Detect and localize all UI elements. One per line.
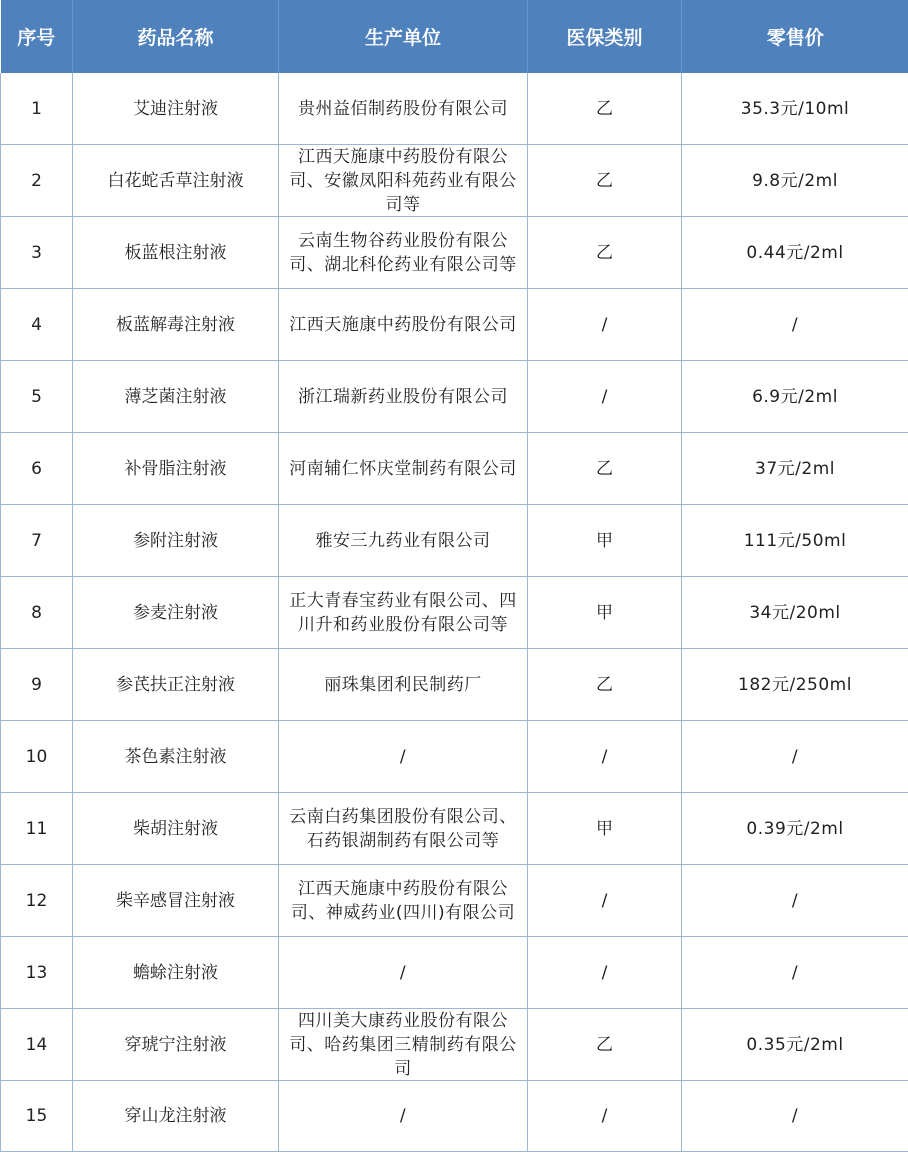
header-serial-number: 序号 <box>1 0 73 73</box>
cell-drug-name <box>73 1081 279 1152</box>
cell-insurance-category <box>528 217 682 289</box>
cell-serial-number-text: 3 <box>31 242 42 263</box>
cell-serial-number <box>1 361 73 433</box>
table-row <box>1 793 908 865</box>
table-body <box>1 73 908 1152</box>
cell-manufacturer <box>279 649 528 721</box>
table-row <box>1 577 908 649</box>
cell-manufacturer-text: 雅安三九药业有限公司 <box>315 530 491 551</box>
table-row <box>1 1009 908 1081</box>
cell-retail-price-text: / <box>791 746 799 767</box>
cell-drug-name <box>73 505 279 577</box>
cell-insurance-category <box>528 721 682 793</box>
cell-serial-number-text: 6 <box>31 458 42 479</box>
cell-manufacturer-text: 浙江瑞新药业股份有限公司 <box>298 386 508 407</box>
cell-manufacturer-text: 江西天施康中药股份有限公司、安徽凤阳科苑药业有限公司等 <box>289 147 517 215</box>
cell-serial-number-text: 11 <box>25 818 48 839</box>
cell-drug-name <box>73 1009 279 1081</box>
cell-insurance-category-text: / <box>601 746 608 767</box>
cell-serial-number-text: 15 <box>25 1106 48 1126</box>
cell-retail-price-text: / <box>791 962 799 983</box>
cell-insurance-category-text: / <box>601 386 608 407</box>
cell-serial-number-text: 12 <box>25 890 48 911</box>
cell-serial-number <box>1 865 73 937</box>
cell-retail-price <box>682 793 908 865</box>
cell-insurance-category <box>528 937 682 1009</box>
cell-drug-name-text: 柴胡注射液 <box>133 818 218 839</box>
cell-manufacturer-text: 江西天施康中药股份有限公司、神威药业(四川)有限公司 <box>290 878 516 923</box>
cell-retail-price-text: 111元/50ml <box>743 530 847 551</box>
cell-drug-name-text: 板蓝解毒注射液 <box>116 314 235 335</box>
cell-insurance-category-text: 乙 <box>596 242 613 263</box>
cell-manufacturer-text: 云南白药集团股份有限公司、石药银湖制药有限公司等 <box>289 806 517 851</box>
cell-retail-price-text: / <box>791 1106 799 1126</box>
cell-drug-name <box>73 649 279 721</box>
cell-drug-name <box>73 793 279 865</box>
cell-manufacturer <box>279 721 528 793</box>
cell-serial-number-text: 7 <box>31 530 42 551</box>
cell-manufacturer-text: 丽珠集团利民制药厂 <box>324 674 482 695</box>
cell-serial-number <box>1 1009 73 1081</box>
cell-manufacturer <box>279 865 528 937</box>
cell-serial-number-text: 9 <box>31 674 42 695</box>
cell-drug-name-text: 白花蛇舌草注射液 <box>107 170 244 191</box>
cell-drug-name-text: 穿山龙注射液 <box>124 1106 227 1126</box>
cell-drug-name-text: 板蓝根注射液 <box>124 242 227 263</box>
cell-serial-number <box>1 721 73 793</box>
cell-manufacturer <box>279 937 528 1009</box>
cell-retail-price-text: 35.3元/10ml <box>740 98 850 119</box>
cell-retail-price <box>682 73 908 145</box>
cell-drug-name <box>73 217 279 289</box>
cell-drug-name <box>73 865 279 937</box>
cell-insurance-category <box>528 361 682 433</box>
cell-insurance-category-text: / <box>601 890 608 911</box>
cell-manufacturer-text: 四川美大康药业股份有限公司、哈药集团三精制药有限公司 <box>289 1011 517 1079</box>
header-row <box>1 0 908 73</box>
cell-insurance-category <box>528 145 682 217</box>
cell-serial-number-text: 5 <box>31 386 42 407</box>
cell-serial-number <box>1 145 73 217</box>
cell-drug-name <box>73 937 279 1009</box>
table-row <box>1 145 908 217</box>
cell-serial-number <box>1 433 73 505</box>
cell-insurance-category-text: 甲 <box>596 530 613 551</box>
cell-manufacturer-text: 贵州益佰制药股份有限公司 <box>298 98 508 119</box>
header-manufacturer: 生产单位 <box>279 0 528 73</box>
cell-manufacturer <box>279 433 528 505</box>
cell-drug-name <box>73 433 279 505</box>
cell-retail-price-text: 37元/2ml <box>755 458 835 479</box>
cell-manufacturer-text: 河南辅仁怀庆堂制药有限公司 <box>289 458 517 479</box>
cell-serial-number <box>1 649 73 721</box>
table-header <box>1 0 908 73</box>
cell-manufacturer-text: 云南生物谷药业股份有限公司、湖北科伦药业有限公司等 <box>289 230 517 275</box>
cell-insurance-category <box>528 577 682 649</box>
cell-insurance-category <box>528 433 682 505</box>
cell-serial-number <box>1 577 73 649</box>
cell-serial-number-text: 1 <box>31 98 42 119</box>
cell-retail-price <box>682 721 908 793</box>
cell-retail-price <box>682 937 908 1009</box>
cell-serial-number-text: 13 <box>25 962 48 983</box>
cell-manufacturer <box>279 73 528 145</box>
cell-drug-name-text: 参芪扶正注射液 <box>116 674 235 695</box>
cell-manufacturer <box>279 505 528 577</box>
cell-insurance-category-text: / <box>601 1106 608 1126</box>
cell-serial-number <box>1 793 73 865</box>
cell-retail-price-text: 34元/20ml <box>749 602 841 623</box>
cell-serial-number-text: 8 <box>31 602 42 623</box>
cell-drug-name <box>73 721 279 793</box>
cell-drug-name <box>73 289 279 361</box>
cell-manufacturer <box>279 1081 528 1152</box>
cell-insurance-category-text: 甲 <box>596 602 613 623</box>
cell-retail-price-text: / <box>791 314 799 335</box>
cell-drug-name <box>73 145 279 217</box>
table-row <box>1 1081 908 1152</box>
cell-drug-name-text: 艾迪注射液 <box>133 98 218 119</box>
cell-drug-name-text: 补骨脂注射液 <box>124 458 227 479</box>
table-row <box>1 361 908 433</box>
cell-serial-number <box>1 505 73 577</box>
cell-insurance-category <box>528 865 682 937</box>
cell-insurance-category-text: 甲 <box>596 818 613 839</box>
header-insurance-category: 医保类别 <box>528 0 682 73</box>
table-row <box>1 433 908 505</box>
cell-insurance-category-text: 乙 <box>596 170 613 191</box>
cell-insurance-category <box>528 793 682 865</box>
table-row <box>1 865 908 937</box>
cell-serial-number <box>1 289 73 361</box>
cell-retail-price <box>682 361 908 433</box>
cell-serial-number <box>1 73 73 145</box>
cell-retail-price <box>682 1081 908 1152</box>
cell-retail-price <box>682 217 908 289</box>
cell-manufacturer-text: / <box>399 746 407 767</box>
cell-retail-price <box>682 145 908 217</box>
cell-insurance-category <box>528 505 682 577</box>
cell-retail-price-text: 9.8元/2ml <box>752 170 838 191</box>
cell-serial-number-text: 14 <box>25 1034 48 1055</box>
cell-insurance-category <box>528 1009 682 1081</box>
cell-retail-price-text: 0.35元/2ml <box>746 1034 844 1055</box>
cell-insurance-category-text: 乙 <box>596 1034 613 1055</box>
cell-drug-name-text: 穿琥宁注射液 <box>124 1034 227 1055</box>
cell-serial-number-text: 4 <box>31 314 42 335</box>
cell-manufacturer <box>279 577 528 649</box>
cell-retail-price <box>682 1009 908 1081</box>
table-row <box>1 505 908 577</box>
cell-drug-name-text: 柴辛感冒注射液 <box>116 890 235 911</box>
cell-manufacturer <box>279 289 528 361</box>
table-row <box>1 721 908 793</box>
cell-drug-name <box>73 361 279 433</box>
cell-serial-number <box>1 937 73 1009</box>
cell-manufacturer-text: 正大青春宝药业有限公司、四川升和药业股份有限公司等 <box>289 590 517 635</box>
cell-insurance-category <box>528 649 682 721</box>
cell-retail-price-text: / <box>791 890 799 911</box>
cell-retail-price-text: 182元/250ml <box>738 674 852 695</box>
table-row <box>1 289 908 361</box>
cell-manufacturer <box>279 793 528 865</box>
cell-insurance-category <box>528 73 682 145</box>
cell-retail-price-text: 6.9元/2ml <box>752 386 838 407</box>
table-row <box>1 937 908 1009</box>
cell-drug-name-text: 薄芝菌注射液 <box>124 386 227 407</box>
table-row <box>1 217 908 289</box>
cell-drug-name <box>73 73 279 145</box>
cell-insurance-category-text: 乙 <box>596 458 613 479</box>
cell-insurance-category-text: / <box>601 962 608 983</box>
cell-insurance-category-text: 乙 <box>596 98 613 119</box>
cell-drug-name-text: 蟾蜍注射液 <box>133 962 218 983</box>
cell-serial-number <box>1 1081 73 1152</box>
cell-serial-number-text: 10 <box>25 746 48 767</box>
cell-retail-price-text: 0.44元/2ml <box>746 242 844 263</box>
cell-serial-number-text: 2 <box>31 170 42 191</box>
cell-manufacturer <box>279 361 528 433</box>
table-row <box>1 649 908 721</box>
header-drug-name: 药品名称 <box>73 0 279 73</box>
cell-retail-price <box>682 289 908 361</box>
cell-drug-name <box>73 577 279 649</box>
cell-drug-name-text: 参附注射液 <box>133 530 218 551</box>
cell-manufacturer <box>279 1009 528 1081</box>
cell-retail-price <box>682 577 908 649</box>
cell-retail-price <box>682 433 908 505</box>
cell-insurance-category <box>528 1081 682 1152</box>
cell-insurance-category-text: / <box>601 314 608 335</box>
table-row <box>1 73 908 145</box>
cell-retail-price <box>682 649 908 721</box>
cell-manufacturer <box>279 145 528 217</box>
cell-retail-price <box>682 865 908 937</box>
cell-manufacturer-text: 江西天施康中药股份有限公司 <box>289 314 517 335</box>
cell-manufacturer <box>279 217 528 289</box>
cell-insurance-category <box>528 289 682 361</box>
cell-insurance-category-text: 乙 <box>596 674 613 695</box>
cell-manufacturer-text: / <box>399 1106 407 1126</box>
cell-retail-price <box>682 505 908 577</box>
cell-serial-number <box>1 217 73 289</box>
cell-manufacturer-text: / <box>399 962 407 983</box>
header-retail-price: 零售价 <box>682 0 908 73</box>
cell-drug-name-text: 参麦注射液 <box>133 602 218 623</box>
cell-drug-name-text: 茶色素注射液 <box>124 746 227 767</box>
cell-retail-price-text: 0.39元/2ml <box>746 818 844 839</box>
